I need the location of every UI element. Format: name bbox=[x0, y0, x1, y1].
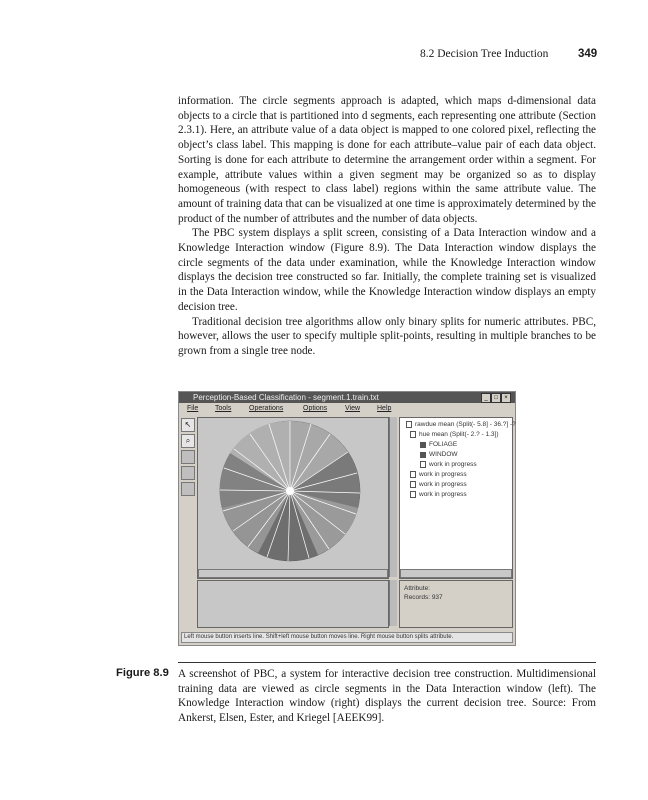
paragraph-3: Traditional decision tree algorithms allow only binary splits for numeric attributes. PBC, however, allows the user to specify multiple split-points, resulting in multiple branches to be grown from a single tree node. bbox=[178, 315, 596, 357]
tree-node-label: work in progress bbox=[419, 491, 467, 498]
menu-options: Options bbox=[303, 405, 328, 412]
tree-node bbox=[406, 420, 516, 429]
circle-segments bbox=[198, 418, 388, 568]
records-label: Records: 937 bbox=[404, 594, 443, 601]
caption-rule bbox=[178, 662, 596, 663]
tree-node-label: FOLIAGE bbox=[429, 441, 458, 448]
close-icon: × bbox=[501, 393, 511, 403]
attribute-panel bbox=[399, 580, 513, 628]
menu-tools: Tools bbox=[215, 405, 232, 412]
tree-leaf bbox=[420, 460, 477, 469]
info-vscroll bbox=[389, 580, 397, 626]
tree-hscroll bbox=[400, 569, 512, 578]
figure-label: Figure 8.9 bbox=[116, 667, 169, 679]
tree-leaf bbox=[410, 470, 467, 479]
data-interaction-window bbox=[197, 417, 389, 579]
data-vscroll bbox=[389, 417, 397, 577]
tree-leaf bbox=[410, 490, 467, 499]
page-number: 349 bbox=[578, 48, 598, 60]
maximize-icon: □ bbox=[491, 393, 501, 403]
tree-node-label: work in progress bbox=[419, 481, 467, 488]
tool-icon bbox=[181, 466, 195, 480]
section-title: 8.2 Decision Tree Induction bbox=[420, 48, 549, 60]
window-titlebar bbox=[179, 392, 515, 403]
menu-operations: Operations bbox=[249, 405, 284, 412]
menu-file: File bbox=[187, 405, 199, 412]
pointer-icon: ↖ bbox=[181, 418, 195, 432]
folder-icon bbox=[406, 421, 412, 428]
leaf-icon bbox=[420, 442, 426, 448]
toolbar bbox=[181, 418, 195, 498]
page-icon bbox=[410, 481, 416, 488]
status-bar: Left mouse button inserts line. Shift+left mouse button moves line. Right mouse button splits attribute. bbox=[181, 632, 513, 643]
paragraph-1: information. The circle segments approach is adapted, which maps d-dimensional data objects to a circle that is partitioned into d segments, each representing one attribute (Section 2.3.1). Here, an attribute value of a data object is mapped to one colored pixel, reflecting the object’s class label. This mapping is done for each attribute–value pair of each data object. Sorting is done for each attribute to determine the arrangement order within a segment. For example, attribute values within a given segment may be organized so as to display homogeneous (with respect to class label) regions within the same attribute value. The amount of training data that can be visualized at one time is approximately determined by the product of the number of attributes and the number of data objects. bbox=[178, 95, 596, 225]
tool-icon bbox=[181, 482, 195, 496]
page-icon bbox=[410, 491, 416, 498]
tree-node-label: work in progress bbox=[429, 461, 477, 468]
pbc-screenshot bbox=[178, 391, 516, 646]
page-icon bbox=[410, 471, 416, 478]
menu-help: Help bbox=[377, 405, 392, 412]
paragraph-2: The PBC system displays a split screen, consisting of a Data Interaction window and a Knowledge Interaction window (Figure 8.9). The Data Interaction window displays the circle segments of the data under examination, while the Knowledge Interaction window displays the decision tree constructed so far. Initially, the complete training set is visualized in the Data Interaction window, while the Knowledge Interaction window displays an empty decision tree. bbox=[178, 227, 596, 313]
menubar bbox=[179, 403, 515, 414]
tool-icon bbox=[181, 450, 195, 464]
window-title: Perception-Based Classification - segment.1.train.txt bbox=[193, 393, 379, 402]
info-panel bbox=[197, 580, 389, 628]
tree-node-label: work in progress bbox=[419, 471, 467, 478]
data-hscroll bbox=[198, 569, 388, 578]
knowledge-interaction-window bbox=[399, 417, 516, 579]
tree-node bbox=[410, 430, 498, 439]
body-text bbox=[178, 94, 596, 359]
figure-caption: A screenshot of PBC, a system for interactive decision tree construction. Multidimensional training data are viewed as circle segments in the Data Interaction window (left). The Knowledge Interaction window (right) displays the current decision tree. Source: From Ankerst, Elsen, Ester, and Kriegel [AEEK99]. bbox=[178, 668, 596, 725]
tree-leaf bbox=[410, 480, 467, 489]
folder-icon bbox=[410, 431, 416, 438]
attribute-label: Attribute: bbox=[404, 585, 431, 592]
zoom-icon: ⌕ bbox=[181, 434, 195, 448]
menu-view: View bbox=[345, 405, 361, 412]
tree-leaf bbox=[420, 440, 457, 449]
minimize-icon: _ bbox=[481, 393, 491, 403]
tree-node-label: WINDOW bbox=[429, 451, 458, 458]
tree-node-label: rawdue mean (Split(- 5.8] - 36.?] -? bbox=[415, 421, 516, 428]
leaf-icon bbox=[420, 452, 426, 458]
tree-node-label: hue mean (Split(- 2.? - 1.3]) bbox=[419, 431, 499, 438]
page-icon bbox=[420, 461, 426, 468]
tree-leaf bbox=[420, 450, 458, 459]
